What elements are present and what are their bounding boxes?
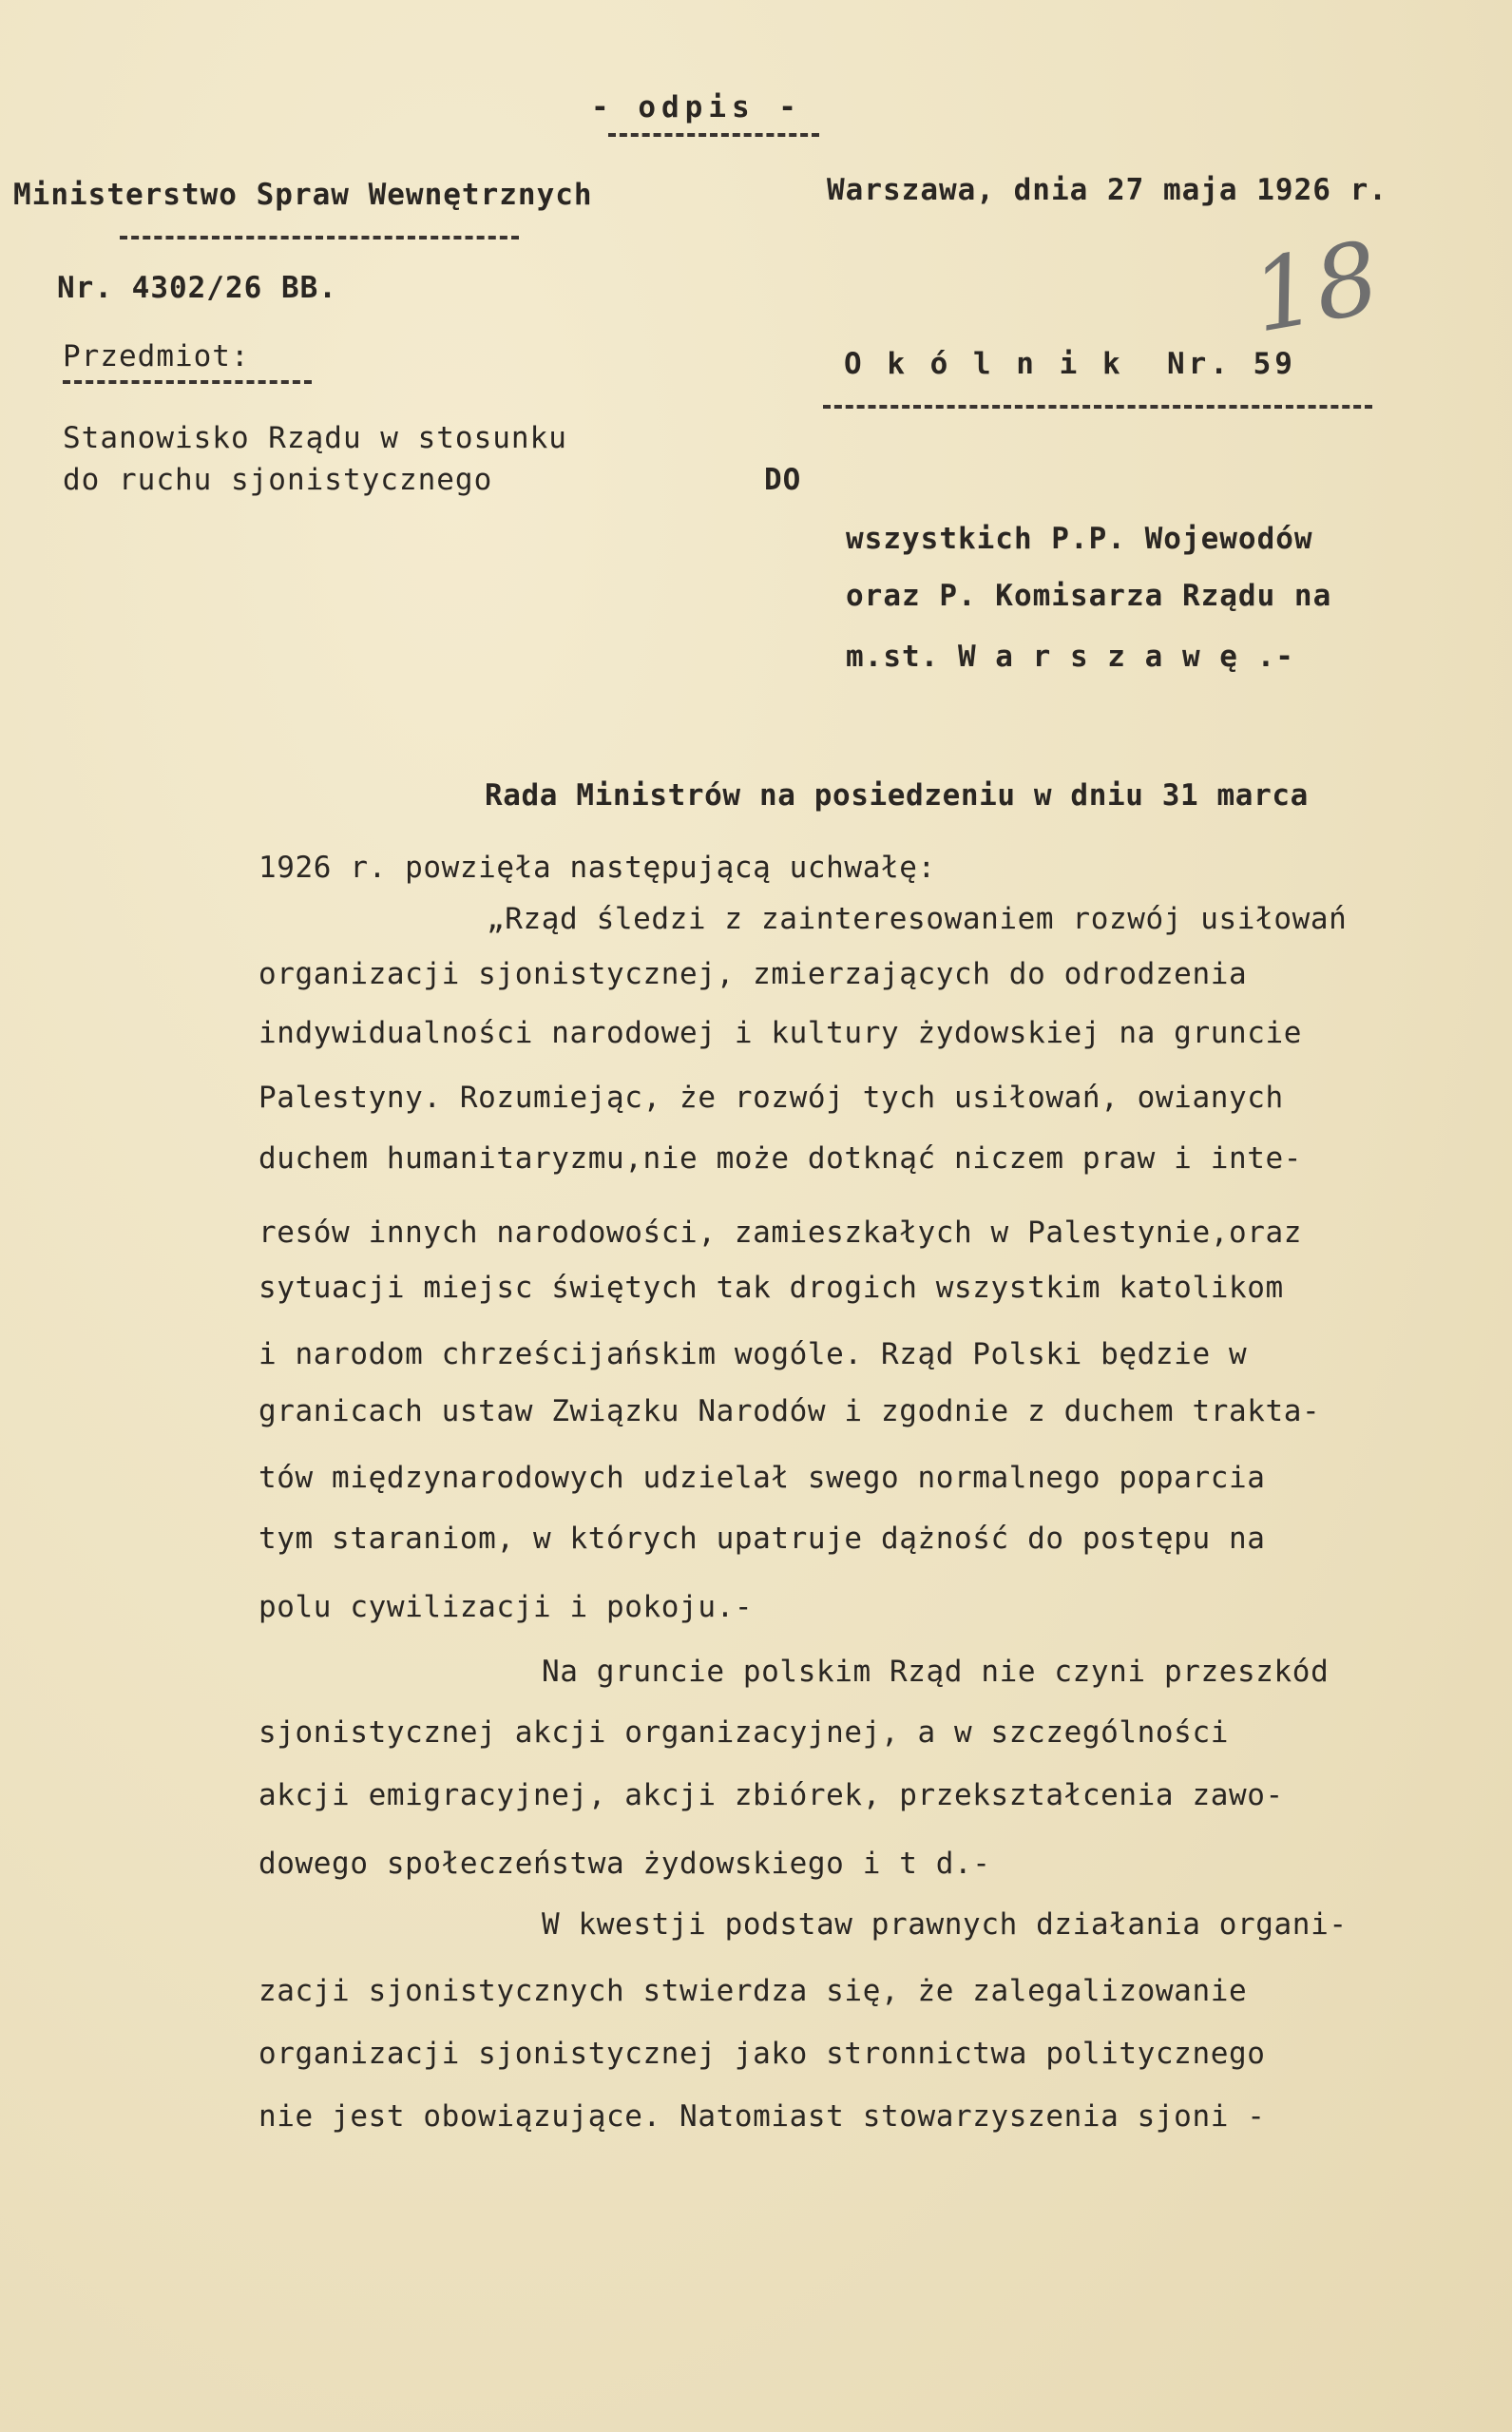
to-label: DO bbox=[764, 463, 802, 497]
ministry-name: Ministerstwo Spraw Wewnętrznych bbox=[13, 178, 593, 212]
body-line: tym staraniom, w których upatruje dążność do postępu na bbox=[258, 1522, 1266, 1556]
subject-underline bbox=[63, 380, 312, 384]
body-line: indywidualności narodowej i kultury żydowskiej na gruncie bbox=[258, 1016, 1303, 1050]
subject-label: Przedmiot: bbox=[63, 339, 250, 373]
body-line: dowego społeczeństwa żydowskiego i t d.- bbox=[258, 1847, 991, 1881]
body-line: duchem humanitaryzmu,nie może dotknąć niczem praw i inte- bbox=[258, 1141, 1303, 1176]
addressee-line-3: m.st. W a r s z a w ę .- bbox=[846, 640, 1294, 674]
body-line: zacji sjonistycznych stwierdza się, że zalegalizowanie bbox=[258, 1974, 1248, 2008]
place-date: Warszawa, dnia 27 maja 1926 r. bbox=[827, 173, 1388, 207]
body-line: 1926 r. powzięła następującą uchwałę: bbox=[258, 851, 936, 885]
subject-line-2: do ruchu sjonistycznego bbox=[63, 463, 493, 497]
circular-underline bbox=[823, 405, 1372, 409]
title-underline bbox=[608, 133, 819, 137]
handwritten-folio-number: 18 bbox=[1243, 219, 1388, 355]
body-line: nie jest obowiązujące. Natomiast stowarzyszenia sjoni - bbox=[258, 2099, 1266, 2134]
addressee-line-2: oraz P. Komisarza Rządu na bbox=[846, 579, 1332, 613]
body-line: sjonistycznej akcji organizacyjnej, a w szczególności bbox=[258, 1715, 1229, 1750]
body-line: Rada Ministrów na posiedzeniu w dniu 31 marca bbox=[485, 778, 1309, 813]
body-line: i narodom chrześcijańskim wogóle. Rząd Polski będzie w bbox=[258, 1337, 1248, 1371]
body-line: W kwestji podstaw prawnych działania organi- bbox=[542, 1907, 1348, 1942]
body-line: akcji emigracyjnej, akcji zbiórek, przekształcenia zawo- bbox=[258, 1778, 1284, 1812]
ministry-underline bbox=[120, 236, 519, 239]
circular-number: O k ó l n i k Nr. 59 bbox=[844, 347, 1296, 381]
body-line: Na gruncie polskim Rząd nie czyni przeszkód bbox=[542, 1655, 1330, 1689]
addressee-line-1: wszystkich P.P. Wojewodów bbox=[846, 522, 1313, 556]
copy-title: - odpis - bbox=[591, 90, 802, 124]
body-line: resów innych narodowości, zamieszkałych w Palestynie,oraz bbox=[258, 1216, 1303, 1250]
body-line: organizacji sjonistycznej, zmierzających do odrodzenia bbox=[258, 957, 1248, 991]
body-line: sytuacji miejsc świętych tak drogich wszystkim katolikom bbox=[258, 1271, 1284, 1305]
body-line: granicach ustaw Związku Narodów i zgodnie z duchem trakta- bbox=[258, 1394, 1321, 1428]
body-line: tów międzynarodowych udzielał swego normalnego poparcia bbox=[258, 1461, 1266, 1495]
body-line: Palestyny. Rozumiejąc, że rozwój tych usiłowań, owianych bbox=[258, 1081, 1284, 1115]
document-number: Nr. 4302/26 BB. bbox=[57, 271, 337, 305]
body-line: polu cywilizacji i pokoju.- bbox=[258, 1590, 754, 1624]
body-line: „Rząd śledzi z zainteresowaniem rozwój usiłowań bbox=[487, 902, 1348, 936]
body-line: organizacji sjonistycznej jako stronnictwa politycznego bbox=[258, 2037, 1266, 2071]
subject-line-1: Stanowisko Rządu w stosunku bbox=[63, 421, 567, 455]
